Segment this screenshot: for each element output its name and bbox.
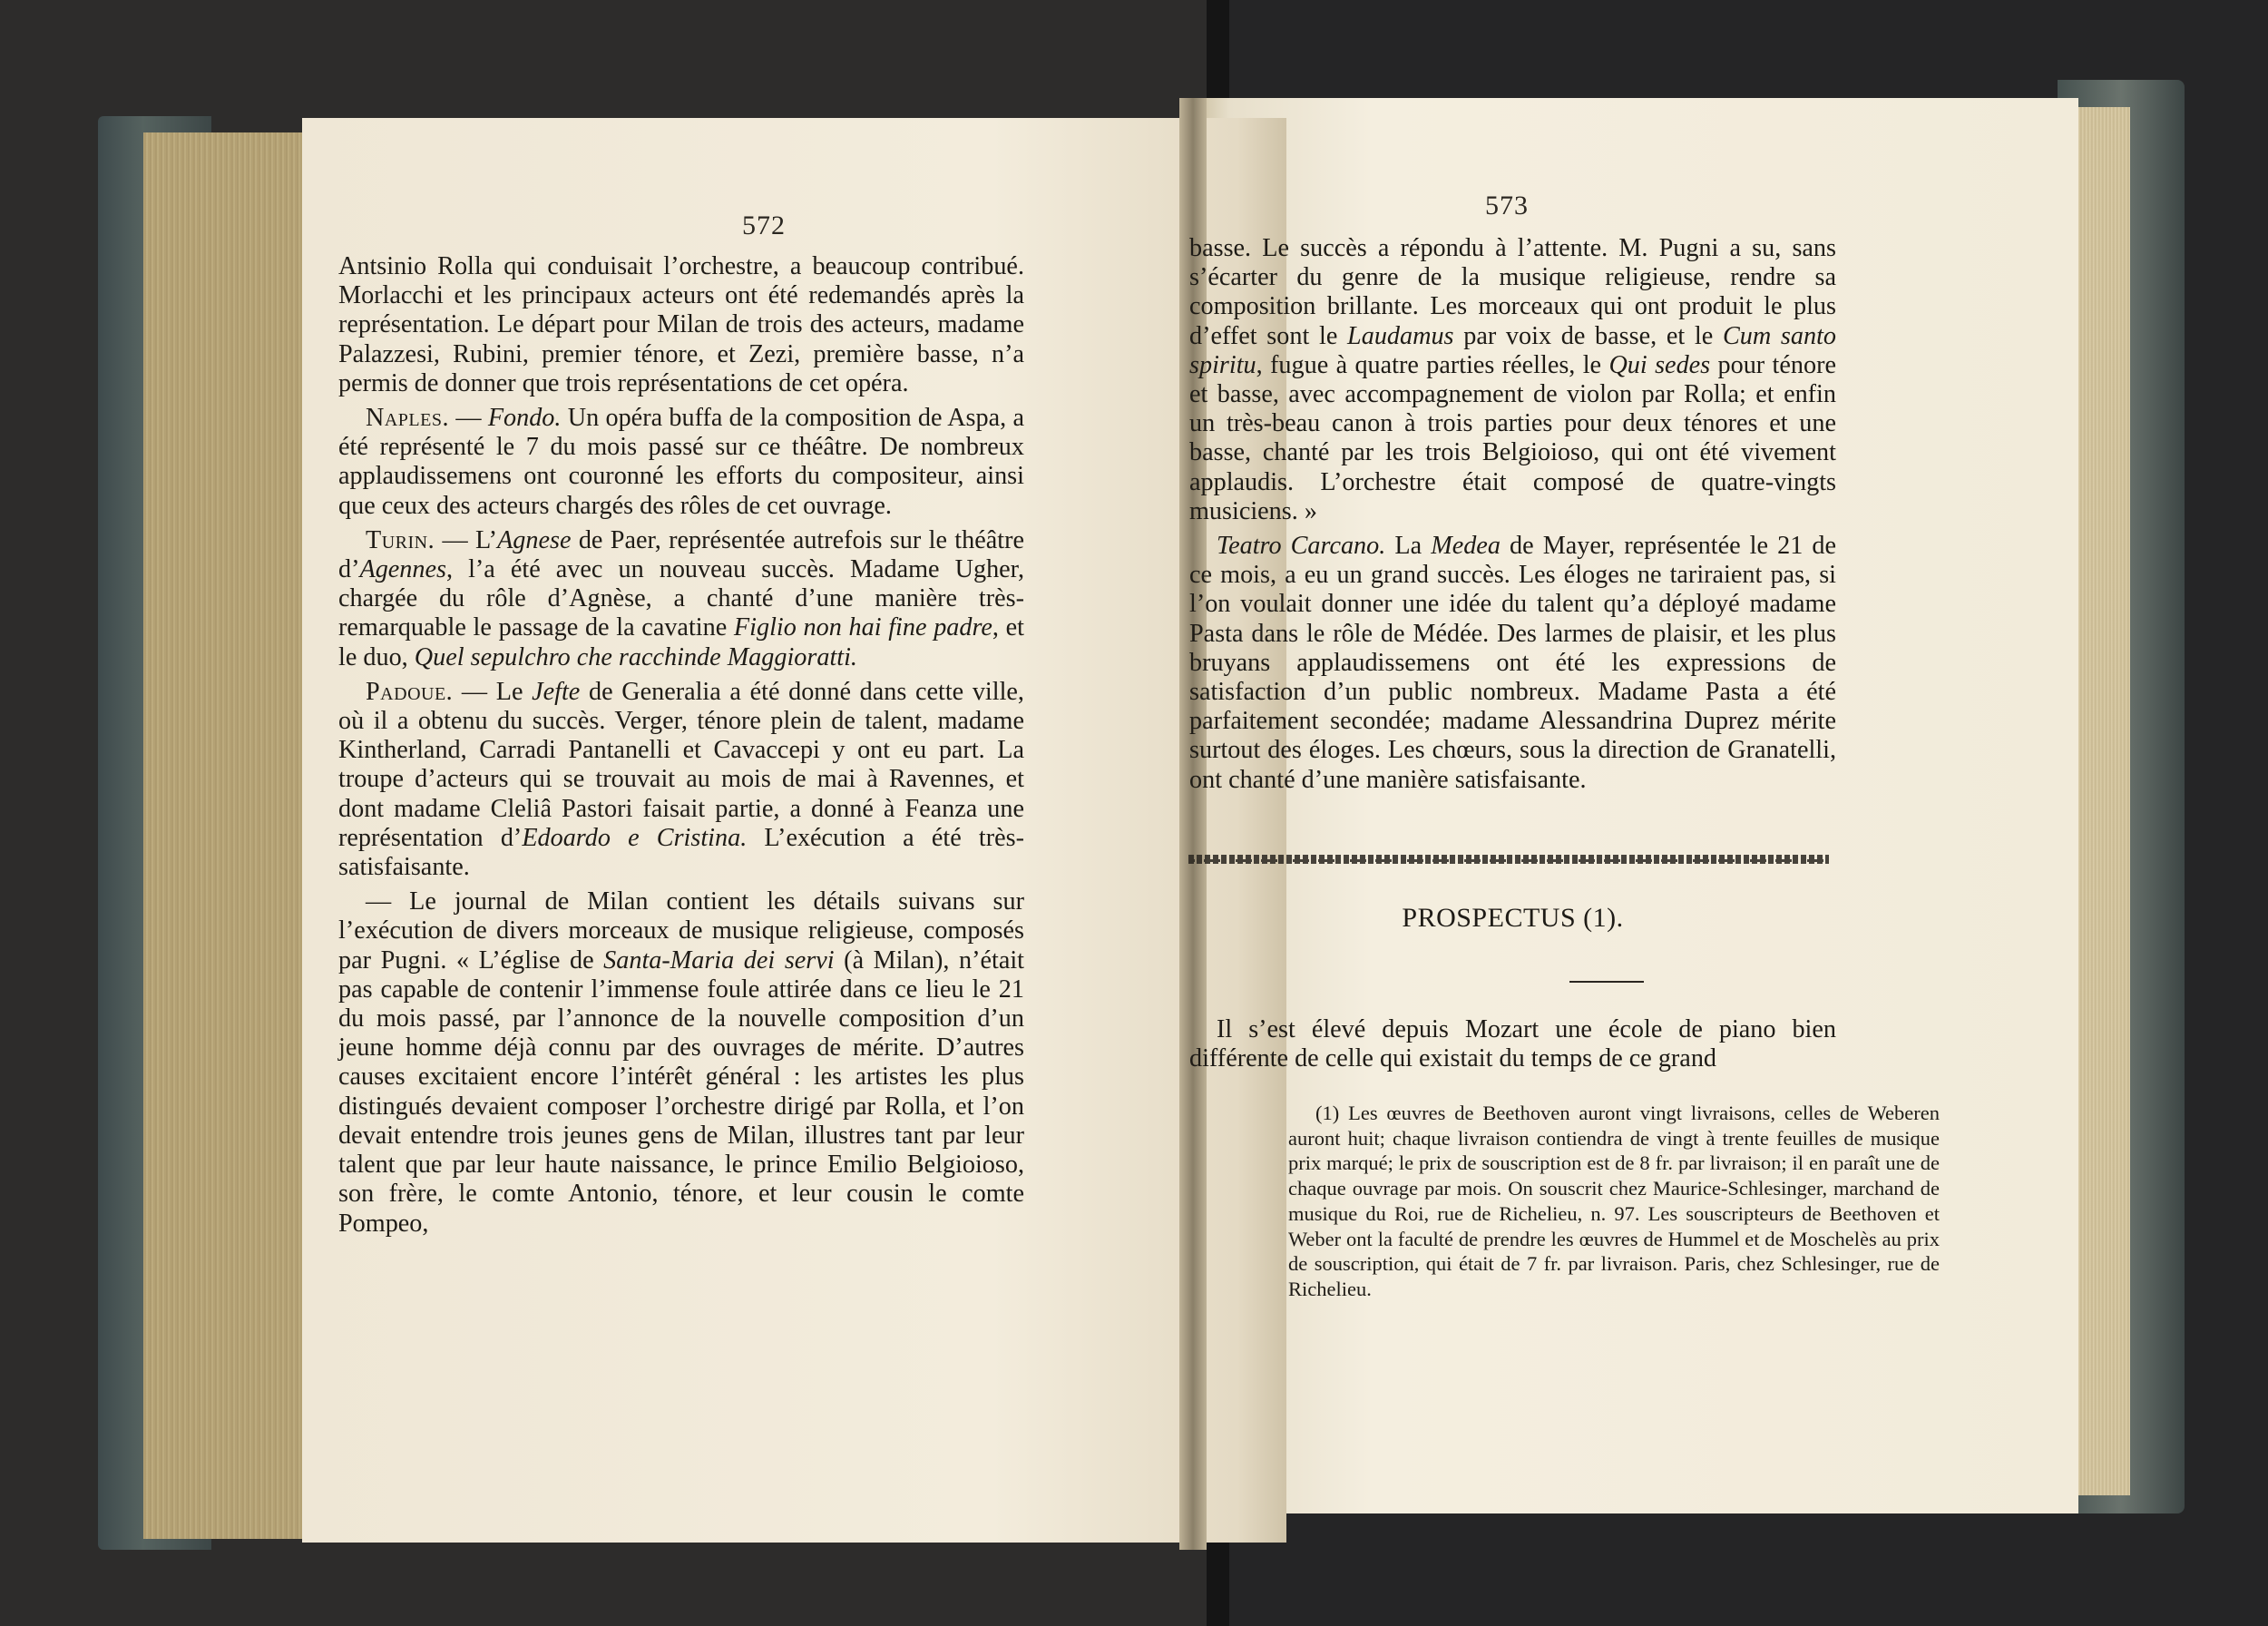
place-name: Padoue.	[366, 677, 454, 706]
italic-text: Teatro Carcano.	[1217, 532, 1386, 561]
footnote-text: (1) Les œuvres de Beethoven auront vingt livraisons, celles de Weberen auront huit; chaque livraison contiendra de vingt à trente feuilles de musique prix marqué; le prix de souscription est de 8 fr. par livraison; il en paraît une de chaque ouvrage par mois. On souscrit chez Maurice-Schlesinger, marchand de musique du Roi, rue de Richelieu, n. 97. Les souscripteurs de Beethoven et Weber ont la faculté de prendre les œuvres de Hummel et de Moschelès au prix de souscription, qui était de 7 fr. par livraison. Paris, chez Schlesinger, rue de Richelieu.	[1288, 1102, 1940, 1300]
text-run: Un opéra buffa de la composition de Aspa, a été représenté le 7 du mois passé sur ce théâtre. De nombreux applaudissemens ont couronné les efforts du compositeur, ainsi que ceux des acteurs chargés des rôles de cet ouvrage.	[338, 404, 1024, 520]
place-name: Naples.	[366, 404, 450, 433]
paragraph	[1189, 234, 1836, 526]
italic-text: Figlio non hai fine padre	[733, 613, 992, 642]
text-run: (à Milan), n’était pas capable de contenir l’immense foule attirée dans ce lieu le 21 du mois passé, par l’annonce de la nouvelle composition d’un jeune homme déjà connu par des ouvrages de mérite. D’autres causes excitaient encore l’intérêt général : les artistes les plus distingués devaient composer l’orchestre dirigé par Rolla, et l’on devait entendre trois jeunes gens de Milan, illustres tant par leur talent que par leur haute naissance, le prince Emilio Belgioioso, son frère, le comte Antonio, ténore, et leur cousin le comte Pompeo,	[338, 945, 1024, 1238]
footnote	[1288, 1101, 1940, 1302]
italic-text: Cum santo spiritu	[1189, 321, 1836, 379]
text-run: Antsinio Rolla qui conduisait l’orchestre, a beaucoup contribué. Morlacchi et les principaux acteurs ont été redemandés après la représentation. Le départ pour Milan de trois des acteurs, madame Palazzesi, Rubini, premier ténore, et Zezi, première basse, n’a permis de donner que trois représentations de cet opéra.	[338, 252, 1024, 397]
paragraph	[338, 678, 1024, 882]
text-run: — Le journal de Milan contient les détails suivans sur l’exécution de divers morceaux de musique religieuse, composés par Pugni. « L’église de	[338, 887, 1024, 975]
paragraph	[338, 526, 1024, 672]
heading-rule	[1569, 981, 1644, 983]
section-separator	[1188, 855, 1829, 864]
italic-text: Jefte	[532, 677, 581, 706]
italic-text: Edoardo e Cristina.	[522, 823, 748, 852]
paragraph	[338, 887, 1024, 1238]
right-page-number: 573	[1485, 191, 1529, 220]
text-run: , l’a été avec un nouveau succès. Madame Ugher, chargée du rôle d’Agnèse, a chanté d’une manière très-remarquable le passage de la cavatine	[338, 555, 1024, 642]
text-run: , et le duo,	[338, 613, 1025, 671]
left-page-text	[338, 252, 1024, 1239]
text-run: — Le	[453, 677, 533, 706]
italic-text: Fondo.	[487, 404, 562, 433]
text-run: — L’	[435, 525, 498, 554]
left-page-number: 572	[742, 211, 786, 240]
text-run: basse. Le succès a répondu à l’attente. M. Pugni a su, sans s’écarter du genre de la musique religieuse, rendre sa composition brillante. Les morceaux qui ont produit le plus d’effet sont le	[1189, 234, 1836, 350]
italic-text: Agnese	[497, 525, 572, 554]
text-run: par voix de basse, et le	[1453, 321, 1723, 350]
text-run: de Mayer, représentée le 21 de ce mois, a eu un grand succès. Les éloges ne tariraient pas, si l’on voulait donner une idée du talent qu’a déployé madame Pasta dans le rôle de Médée. Des larmes de plaisir, et les plus bruyans applaudissemens ont été les expressions de satisfaction d’un public nombreux. Madame Pasta a été parfaitement secondée; madame Alessandrina Duprez mérite surtout des éloges. Les chœurs, sous la direction de Granatelli, ont chanté d’une manière satisfaisante.	[1189, 532, 1837, 794]
right-page-text	[1189, 234, 1836, 795]
paragraph	[338, 252, 1024, 398]
text-run: La	[1385, 532, 1432, 561]
italic-text: Quel sepulchro che racchinde Maggioratti.	[414, 642, 857, 671]
italic-text: Agennes	[359, 555, 446, 584]
prospectus-paragraph: Il s’est élevé depuis Mozart une école de piano bien différente de celle qui existait du temps de ce grand	[1189, 1015, 1836, 1073]
prospectus-body	[1189, 1015, 1836, 1073]
italic-text: Medea	[1431, 532, 1501, 561]
italic-text: Laudamus	[1347, 321, 1454, 350]
text-run: de Generalia a été donné dans cette ville, où il a obtenu du succès. Verger, ténore plein de talent, madame Kintherland, Carradi Pantanelli et Cavaccepi y ont eu part. La troupe d’acteurs qui se trouvait au mois de mai à Ravennes, et dont madame Cleliâ Pastori faisait partie, a donné à Feanza une représentation d’	[338, 677, 1024, 852]
prospectus-heading: PROSPECTUS (1).	[1402, 903, 1624, 933]
page-edges-right	[2076, 107, 2130, 1495]
text-run: —	[449, 404, 488, 433]
italic-text: Santa-Maria dei servi	[603, 945, 835, 975]
text-run: L’exécution a été très-satisfaisante.	[338, 823, 1024, 882]
paragraph	[338, 404, 1024, 521]
paragraph	[1189, 532, 1836, 795]
place-name: Turin.	[366, 525, 435, 554]
text-run: pour ténore et basse, avec accompagnement de violon par Rolla; et enfin un très-beau canon à trois parties pour deux ténores et une basse, chanté par les trois Belgioioso, qui ont été vivement applaudis. L’orchestre était composé de quatre-vingts musiciens. »	[1189, 350, 1836, 525]
text-run: de Paer, représentée autrefois sur le théâtre d’	[338, 525, 1024, 584]
italic-text: Qui sedes	[1608, 350, 1711, 379]
text-run: , fugue à quatre parties réelles, le	[1256, 350, 1609, 379]
